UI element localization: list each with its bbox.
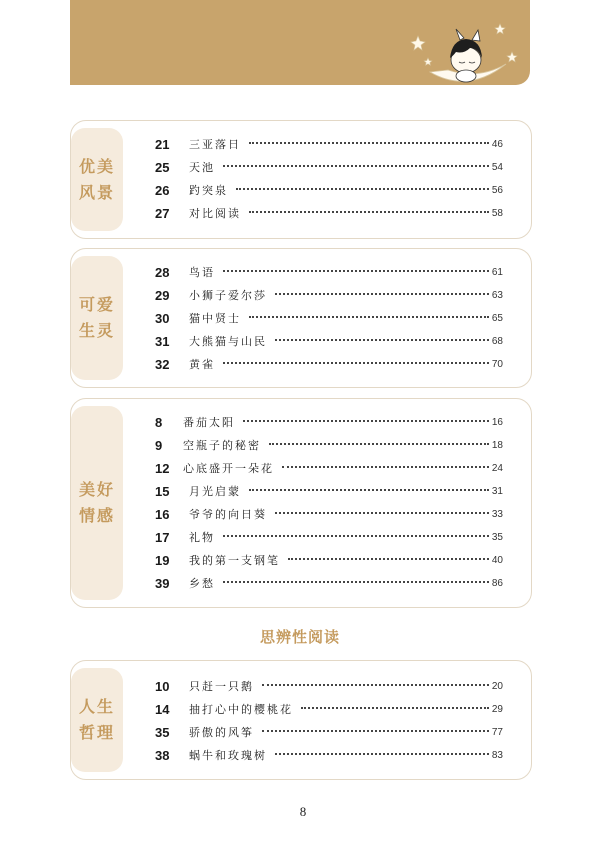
entry-number: 35 <box>155 724 170 740</box>
section-subheading: 思辨性阅读 <box>259 628 340 646</box>
entry-title: 三亚落日 <box>189 138 241 151</box>
section-label-line-1: 可爱 <box>78 295 115 314</box>
toc-entry[interactable] <box>71 526 531 548</box>
dot-leader <box>223 362 489 364</box>
entry-number: 25 <box>155 159 170 175</box>
entry-number: 10 <box>155 678 170 694</box>
entry-page: 33 <box>491 508 503 520</box>
entry-page: 24 <box>491 462 503 474</box>
entry-page: 61 <box>491 266 503 278</box>
entry-number: 16 <box>155 506 170 522</box>
toc-entry[interactable] <box>71 480 531 502</box>
toc-entry[interactable] <box>71 721 531 743</box>
entry-title: 小狮子爱尔莎 <box>189 289 267 302</box>
entry-number: 31 <box>155 333 170 349</box>
entry-title: 鸟语 <box>189 266 215 279</box>
entry-page: 58 <box>491 207 503 219</box>
section-label-line-2: 风景 <box>78 182 115 202</box>
entry-page: 77 <box>491 726 503 738</box>
entry-page: 54 <box>491 161 503 173</box>
toc-entry[interactable] <box>71 572 531 594</box>
section-label-line-1: 美好 <box>78 480 115 499</box>
toc-entry[interactable] <box>71 353 531 375</box>
entry-page: 63 <box>491 289 503 301</box>
entry-number: 14 <box>155 701 170 717</box>
dot-leader <box>275 753 489 755</box>
dot-leader <box>223 535 489 537</box>
dot-leader <box>288 558 489 560</box>
toc-entry[interactable] <box>71 503 531 525</box>
entry-title: 蜗牛和玫瑰树 <box>189 749 267 762</box>
section-label-line-2: 生灵 <box>78 321 115 340</box>
entry-title: 黄雀 <box>189 358 215 371</box>
entry-number: 27 <box>155 205 170 221</box>
section-label-line-2: 情感 <box>78 506 115 525</box>
entry-number: 26 <box>155 182 170 198</box>
dot-leader <box>262 730 489 732</box>
entry-title: 天池 <box>189 161 215 174</box>
toc-entry[interactable] <box>71 202 531 224</box>
entry-number: 15 <box>155 483 170 499</box>
entry-number: 38 <box>155 747 170 763</box>
entry-page: 56 <box>491 184 503 196</box>
entry-page: 31 <box>491 485 503 497</box>
entry-page: 16 <box>491 416 503 428</box>
entry-title: 只赶一只鹅 <box>189 680 254 693</box>
entry-title: 趵突泉 <box>189 184 228 197</box>
dot-leader <box>275 512 489 514</box>
dot-leader <box>236 188 489 190</box>
toc-entry[interactable] <box>71 457 531 479</box>
toc-entry[interactable] <box>71 549 531 571</box>
dot-leader <box>223 165 489 167</box>
entry-title: 心底盛开一朵花 <box>183 462 274 475</box>
entry-title: 大熊猫与山民 <box>189 335 267 348</box>
entry-page: 40 <box>491 554 503 566</box>
dot-leader <box>243 420 489 422</box>
section-emotions <box>70 398 532 608</box>
entry-number: 17 <box>155 529 170 545</box>
entry-number: 8 <box>155 414 163 430</box>
toc-entry[interactable] <box>71 307 531 329</box>
toc-entry[interactable] <box>71 434 531 456</box>
dot-leader <box>249 211 489 213</box>
toc-entry[interactable] <box>71 133 531 155</box>
entry-number: 29 <box>155 287 170 303</box>
entry-title: 我的第一支钢笔 <box>189 554 280 567</box>
entry-title: 空瓶子的秘密 <box>183 439 261 452</box>
entry-title: 月光启蒙 <box>189 485 241 498</box>
entry-page: 29 <box>491 703 503 715</box>
entry-page: 83 <box>491 749 503 761</box>
section-scenery <box>70 120 532 239</box>
section-label-line-1: 人生 <box>78 697 115 716</box>
toc-entry[interactable] <box>71 156 531 178</box>
entry-title: 抽打心中的樱桃花 <box>189 703 293 716</box>
dot-leader <box>282 466 489 468</box>
dot-leader <box>249 316 489 318</box>
toc-entry[interactable] <box>71 675 531 697</box>
dot-leader <box>269 443 489 445</box>
section-label-line-2: 哲理 <box>78 723 115 742</box>
entry-number: 9 <box>155 437 163 453</box>
entry-page: 70 <box>491 358 503 370</box>
entry-page: 68 <box>491 335 503 347</box>
toc-entry[interactable] <box>71 284 531 306</box>
toc-entry[interactable] <box>71 411 531 433</box>
dot-leader <box>262 684 489 686</box>
toc-entry[interactable] <box>71 744 531 766</box>
entry-title: 爷爷的向日葵 <box>189 508 267 521</box>
section-label-line-1: 优美 <box>78 156 115 176</box>
entry-number: 12 <box>155 460 170 476</box>
entry-page: 46 <box>491 138 503 150</box>
entry-page: 18 <box>491 439 503 451</box>
section-philosophy <box>70 660 532 780</box>
entry-number: 19 <box>155 552 170 568</box>
toc-entry[interactable] <box>71 261 531 283</box>
dot-leader <box>249 489 489 491</box>
entry-title: 番茄太阳 <box>183 416 235 429</box>
dot-leader <box>223 270 489 272</box>
entry-title: 对比阅读 <box>189 207 241 220</box>
entry-number: 39 <box>155 575 170 591</box>
entry-page: 86 <box>491 577 503 589</box>
entry-page: 20 <box>491 680 503 692</box>
entry-number: 30 <box>155 310 170 326</box>
entry-title: 骄傲的风筝 <box>189 726 254 739</box>
entry-number: 32 <box>155 356 170 372</box>
dot-leader <box>275 293 489 295</box>
entry-page: 65 <box>491 312 503 324</box>
section-creatures <box>70 248 532 388</box>
entry-number: 21 <box>155 136 170 152</box>
entry-title: 乡愁 <box>189 577 215 590</box>
entry-number: 28 <box>155 264 170 280</box>
entry-page: 35 <box>491 531 503 543</box>
sleeping-girl-on-moon-illustration <box>408 14 528 90</box>
toc-entry[interactable] <box>71 179 531 201</box>
dot-leader <box>275 339 489 341</box>
dot-leader <box>223 581 489 583</box>
dot-leader <box>249 142 489 144</box>
dot-leader <box>301 707 489 709</box>
entry-title: 猫中贤士 <box>189 312 241 325</box>
toc-entry[interactable] <box>71 330 531 352</box>
page-number: 8 <box>299 804 307 819</box>
toc-entry[interactable] <box>71 698 531 720</box>
entry-title: 礼物 <box>189 531 215 544</box>
